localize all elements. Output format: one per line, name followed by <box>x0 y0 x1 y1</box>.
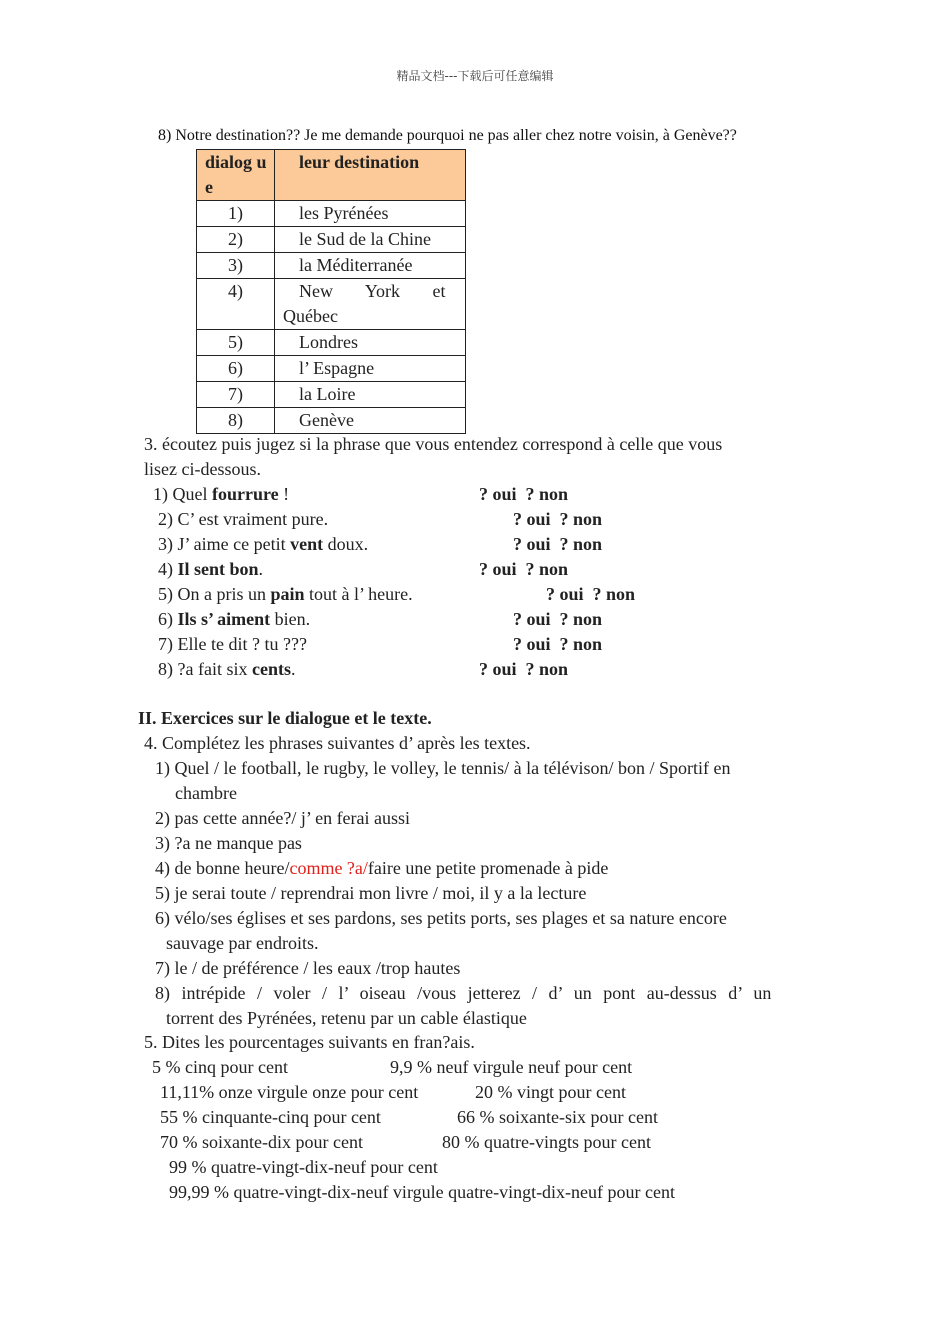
listen-item: 8) ?a fait six cents. <box>158 659 296 679</box>
percentage: 5 % cinq pour cent <box>152 1057 288 1077</box>
listen-item: 3) J’ aime ce petit vent doux. <box>158 534 369 554</box>
row-destination: la Loire <box>275 382 466 408</box>
oui-non-choice[interactable]: ? oui ? non <box>513 634 603 654</box>
percentage: 20 % vingt pour cent <box>475 1082 626 1102</box>
oui-non-choice[interactable]: ? oui ? non <box>513 609 603 629</box>
row-number: 7) <box>197 382 275 408</box>
row-destination: l’ Espagne <box>275 356 466 382</box>
row-number: 2) <box>197 227 275 253</box>
percentage: 99 % quatre-vingt-dix-neuf pour cent <box>169 1157 438 1177</box>
listen-item: 7) Elle te dit ? tu ??? <box>158 634 307 654</box>
percentage: 80 % quatre-vingts pour cent <box>442 1132 651 1152</box>
row-destination <box>275 279 466 330</box>
row-destination: la Méditerranée <box>275 253 466 279</box>
listen-item: 6) Ils s’ aiment bien. <box>158 609 311 629</box>
completion-line: 1) Quel / le football, le rugby, le volley, le tennis/ à la télévison/ bon / Sportif en <box>155 758 731 778</box>
completion-line: chambre <box>175 783 237 803</box>
row-number: 1) <box>197 201 275 227</box>
table-row <box>197 382 466 408</box>
section-2-title: II. Exercices sur le dialogue et le texte. <box>138 708 432 728</box>
exercise-5-title: 5. Dites les pourcentages suivants en fran?ais. <box>144 1032 475 1052</box>
completion-line: sauvage par endroits. <box>166 933 319 953</box>
percentage: 66 % soixante-six pour cent <box>457 1107 658 1127</box>
oui-non-choice[interactable]: ? oui ? non <box>513 534 603 554</box>
destination-table <box>196 149 466 434</box>
page-header: 精品文档---下载后可任意编辑 <box>396 69 554 83</box>
row-destination-line2: Québec <box>283 306 338 326</box>
listen-item: 1) Quel fourrure ! <box>153 484 290 504</box>
completion-line: 6) vélo/ses églises et ses pardons, ses petits ports, ses plages et sa nature encore <box>155 908 727 928</box>
percentage: 99,99 % quatre-vingt-dix-neuf virgule quatre-vingt-dix-neuf pour cent <box>169 1182 676 1202</box>
oui-non-choice[interactable]: ? oui ? non <box>479 559 569 579</box>
row-number: 3) <box>197 253 275 279</box>
table-row <box>197 356 466 382</box>
percentage: 11,11% onze virgule onze pour cent <box>160 1082 419 1102</box>
table-row <box>197 279 466 330</box>
exercise-4-title: 4. Complétez les phrases suivantes d’ après les textes. <box>144 733 531 753</box>
row-number: 4) <box>197 279 275 330</box>
row-number: 8) <box>197 408 275 434</box>
row-destination: le Sud de la Chine <box>275 227 466 253</box>
table-row <box>197 408 466 434</box>
row-destination: Genève <box>275 408 466 434</box>
oui-non-choice[interactable]: ? oui ? non <box>479 659 569 679</box>
table-row <box>197 330 466 356</box>
percentage: 9,9 % neuf virgule neuf pour cent <box>390 1057 633 1077</box>
table-row <box>197 201 466 227</box>
completion-line: 4) de bonne heure/comme ?a/faire une petite promenade à pide <box>155 858 609 878</box>
row-destination: les Pyrénées <box>275 201 466 227</box>
listen-item: 5) On a pris un pain tout à l’ heure. <box>158 584 413 604</box>
listen-item: 4) Il sent bon. <box>158 559 264 579</box>
listen-item: 2) C’ est vraiment pure. <box>158 509 329 529</box>
oui-non-choice[interactable]: ? oui ? non <box>546 584 636 604</box>
dialogue-line-8: 8) Notre destination?? Je me demande pourquoi ne pas aller chez notre voisin, à Genève?? <box>158 127 737 144</box>
table-row <box>197 227 466 253</box>
col-header-destination: leur destination <box>275 150 466 201</box>
row-destination: Londres <box>275 330 466 356</box>
row-number: 6) <box>197 356 275 382</box>
oui-non-choice[interactable]: ? oui ? non <box>479 484 569 504</box>
completion-line: 5) je serai toute / reprendrai mon livre / moi, il y a la lecture <box>155 883 587 903</box>
highlighted-answer: comme ?a/ <box>289 858 368 878</box>
exercise-3-title-cont: lisez ci-dessous. <box>144 459 261 479</box>
exercise-3-title: 3. écoutez puis jugez si la phrase que vous entendez correspond à celle que vous <box>144 434 723 454</box>
completion-line: 8) intrépide / voler / l’ oiseau /vous jetterez / d’ un pont au-dessus d’ un <box>155 983 772 1003</box>
oui-non-choice[interactable]: ? oui ? non <box>513 509 603 529</box>
percentage: 70 % soixante-dix pour cent <box>160 1132 363 1152</box>
table-header-row <box>197 150 466 201</box>
row-destination-line1: New York et <box>299 281 446 301</box>
col-header-dialogue: dialog ue <box>197 150 275 201</box>
table-row <box>197 253 466 279</box>
row-number: 5) <box>197 330 275 356</box>
completion-line: 7) le / de préférence / les eaux /trop hautes <box>155 958 461 978</box>
completion-line: 2) pas cette année?/ j’ en ferai aussi <box>155 808 411 828</box>
completion-line: torrent des Pyrénées, retenu par un cable élastique <box>166 1008 527 1028</box>
completion-line: 3) ?a ne manque pas <box>155 833 302 853</box>
percentage: 55 % cinquante-cinq pour cent <box>160 1107 381 1127</box>
